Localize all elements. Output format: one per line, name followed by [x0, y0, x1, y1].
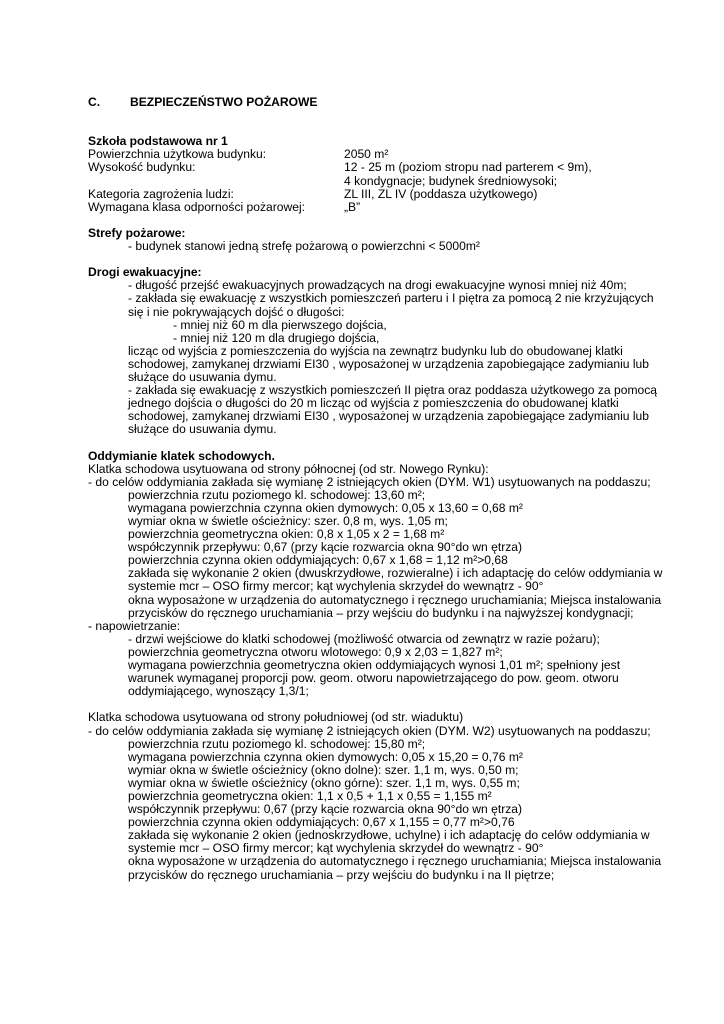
vent-item: wymagana powierzchnia geometryczna okien oddymiających wynosi 1,01 m²; spełniony jest	[128, 658, 621, 673]
vent-item: powierzchnia geometryczna otworu wlotowego: 0,9 x 2,03 = 1,827 m²;	[128, 644, 503, 659]
south-item: systemie mcr – OSO firmy mercor; kąt wychylenia skrzydeł do wewnątrz - 90°	[128, 841, 544, 856]
section-title: BEZPIECZEŃSTWO POŻAROWE	[130, 95, 318, 109]
section-heading	[88, 96, 668, 109]
school-heading: Szkoła podstawowa nr 1	[88, 134, 228, 149]
south-item: współczynnik przepływu: 0,67 (przy kącie rozwarcia okna 90°do wn ętrza)	[128, 802, 523, 817]
south-item: zakłada się wykonanie 2 okien (jednoskrzydłowe, uchylne) i ich adaptację do celów oddymiania w	[128, 828, 650, 843]
evac-heading: Drogi ewakuacyjne:	[88, 265, 202, 280]
evac-line: służące do usuwania dymu.	[128, 422, 277, 437]
document-page	[88, 96, 668, 882]
vent-item: - drzwi wejściowe do klatki schodowej (możliwość otwarcia od zewnątrz w razie pożaru);	[128, 631, 600, 646]
north-item: powierzchnia geometryczna okien: 0,8 x 1,05 x 2 = 1,68 m²	[128, 527, 445, 542]
evac-line: - długość przejść ewakuacyjnych prowadzących na drogi ewakuacyjne wynosi mniej niż 40m;	[128, 278, 627, 293]
north-item: powierzchnia czynna okien oddymiających: 0,67 x 1,68 = 1,12 m²>0,68	[128, 553, 508, 568]
school-row: Kategoria zagrożenia ludzi: ZL III, ZL IV (poddasza użytkowego)	[88, 186, 538, 201]
evac-sub-line: - mniej niż 120 m dla drugiego dojścia,	[173, 330, 380, 345]
north-item: systemie mcr – OSO firmy mercor; kąt wychylenia skrzydeł do wewnątrz - 90°	[128, 579, 544, 594]
south-item: powierzchnia rzutu poziomego kl. schodowej: 15,80 m²;	[128, 736, 426, 751]
evac-line: licząc od wyjścia z pomieszczenia do wyjścia na zewnątrz budynku lub do obudowanej klatki	[128, 343, 623, 358]
smoke-heading: Oddymianie klatek schodowych.	[88, 448, 275, 463]
evac-sub-line: - mniej niż 60 m dla pierwszego dojścia,	[173, 317, 387, 332]
north-item: przycisków do ręcznego uruchamiania – przy wejściu do budynku i na najwyższej kondygnacji;	[128, 605, 634, 620]
school-row: Wysokość budynku: 12 - 25 m (poziom stropu nad parterem < 9m),	[88, 160, 592, 175]
south-intro: Klatka schodowa usytuowana od strony południowej (od str. wiaduktu)	[88, 710, 464, 725]
south-item: powierzchnia geometryczna okien: 1,1 x 0,5 + 1,1 x 0,55 = 1,155 m²	[128, 788, 492, 803]
north-item: zakłada się wykonanie 2 okien (dwuskrzydłowe, rozwieralne) i ich adaptację do celów oddymiania w	[128, 566, 663, 581]
vent-item: oddymiającego, wynoszący 1,3/1;	[128, 684, 309, 699]
south-item: okna wyposażone w urządzenia do automatycznego i ręcznego uruchamiania; Miejsca instalowania	[128, 854, 662, 869]
evac-line: schodowej, zamykanej drzwiami EI30 , wyposażonej w urządzenia zapobiegające zadymianiu lub	[128, 409, 649, 424]
evac-line: schodowej, zamykanej drzwiami EI30 , wyposażonej w urządzenia zapobiegające zadymianiu lub	[128, 356, 649, 371]
north-item: powierzchnia rzutu poziomego kl. schodowej: 13,60 m²;	[128, 487, 426, 502]
zones-heading: Strefy pożarowe:	[88, 225, 186, 240]
evac-line: - zakłada się ewakuację z wszystkich pomieszczeń parteru i I piętra za pomocą 2 nie krzyżujących	[128, 291, 654, 306]
south-lead: - do celów oddymiania zakłada się wymianę 2 istniejących okien (DYM. W2) usytuowanych na poddaszu;	[88, 723, 651, 738]
school-row: 4 kondygnacje; budynek średniowysoki;	[344, 173, 558, 188]
section-number: C.	[88, 95, 101, 109]
north-item: wymiar okna w świetle ościeżnicy: szer. 0,8 m, wys. 1,05 m;	[128, 514, 448, 528]
zones-line: - budynek stanowi jedną strefę pożarową o powierzchni < 5000m²	[128, 239, 480, 254]
vent-lead: - napowietrzanie:	[88, 618, 181, 633]
evac-line: jednego dojścia o długości do 20 m licząc od wyjścia z pomieszczenia do obudowanej klatki	[128, 396, 619, 411]
school-row: Powierzchnia użytkowa budynku: 2050 m²	[88, 147, 389, 162]
south-item: wymiar okna w świetle ościeżnicy (okno górne): szer. 1,1 m, wys. 0,55 m;	[128, 775, 520, 790]
north-item: okna wyposażone w urządzenia do automatycznego i ręcznego uruchamiania; Miejsca instalowania	[128, 592, 662, 607]
school-row: Wymagana klasa odporności pożarowej: „B”	[88, 199, 361, 214]
south-item: przycisków do ręcznego uruchamiania – przy wejściu do budynku i na II piętrze;	[128, 867, 555, 882]
evac-line: służące do usuwania dymu.	[128, 369, 277, 384]
evac-line: się i nie pokrywających dojść o długości:	[128, 304, 345, 319]
south-item: powierzchnia czynna okien oddymiających: 0,67 x 1,155 = 0,77 m²>0,76	[128, 815, 515, 830]
south-item: wymagana powierzchnia czynna okien dymowych: 0,05 x 15,20 = 0,76 m²	[128, 749, 523, 764]
north-intro: Klatka schodowa usytuowana od strony północnej (od str. Nowego Rynku):	[88, 461, 489, 476]
north-lead: - do celów oddymiania zakłada się wymianę 2 istniejących okien (DYM. W1) usytuowanych na poddaszu;	[88, 474, 651, 489]
vent-item: warunek wymaganej proporcji pow. geom. otworu napowietrzającego do pow. geom. otworu	[128, 671, 619, 686]
north-item: wymagana powierzchnia czynna okien dymowych: 0,05 x 13,60 = 0,68 m²	[128, 500, 523, 515]
south-item: wymiar okna w świetle ościeżnicy (okno dolne): szer. 1,1 m, wys. 0,50 m;	[128, 762, 519, 777]
north-item: współczynnik przepływu: 0,67 (przy kącie rozwarcia okna 90°do wn ętrza)	[128, 540, 523, 555]
evac-line: - zakłada się ewakuację z wszystkich pomieszczeń II piętra oraz poddasza użytkowego za pomocą	[128, 383, 658, 398]
